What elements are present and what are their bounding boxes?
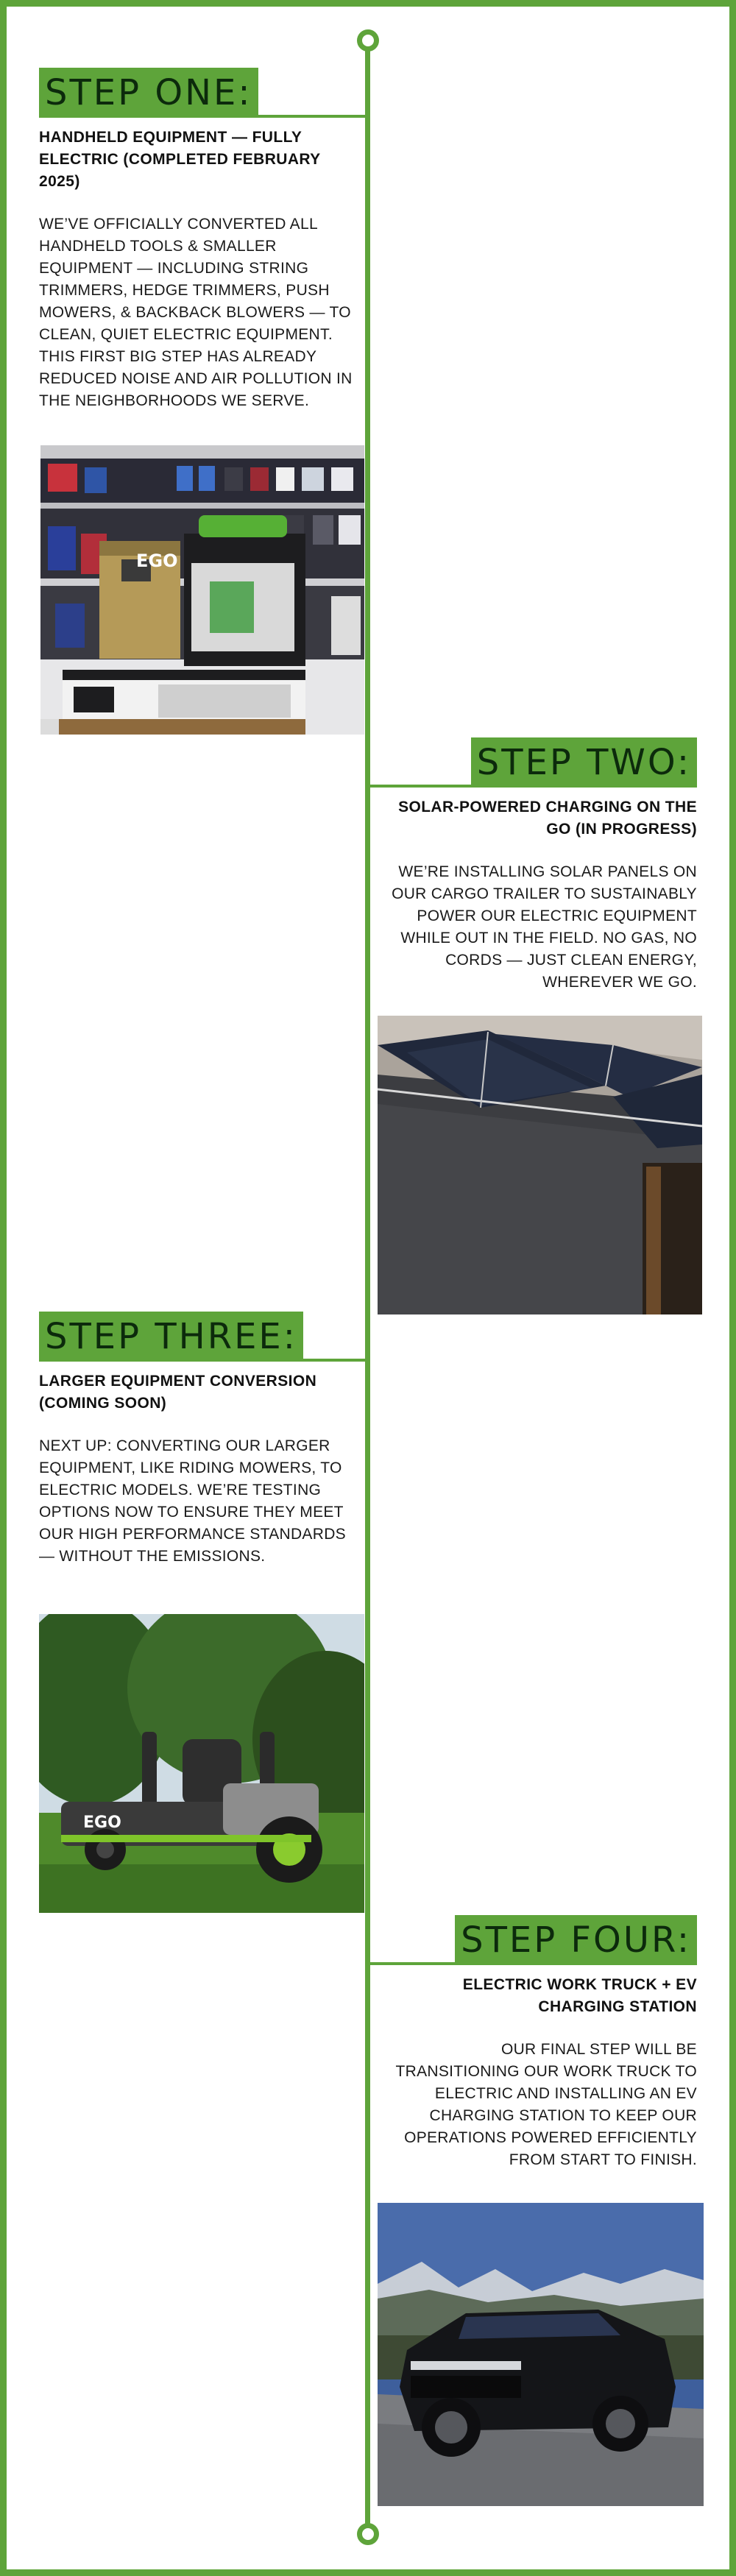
step-two-subtitle: SOLAR-POWERED CHARGING ON THE GO (IN PROGRESS) — [398, 799, 697, 838]
step-three-description: NEXT UP: CONVERTING OUR LARGER EQUIPMENT, LIKE RIDING MOWERS, TO ELECTRIC MODELS. WE’RE TESTING OPTIONS NOW TO ENSURE THEY MEET OUR HIGH PERFORMANCE STANDARDS — WITHOUT THE EMISSIONS. — [39, 1437, 346, 1565]
step-four-description: OUR FINAL STEP WILL BE TRANSITIONING OUR WORK TRUCK TO ELECTRIC AND INSTALLING AN EV CHARGING STATION TO KEEP OUR OPERATIONS POWERED EFFICIENTLY FROM START TO FINISH. — [395, 2041, 697, 2168]
step-two-connector — [366, 785, 697, 788]
step-one-photo-label: EGO — [136, 551, 178, 571]
timeline-start-node — [357, 29, 379, 52]
step-four-connector — [366, 1962, 697, 1965]
step-four-badge: STEP FOUR: — [455, 1915, 697, 1965]
step-one-subtitle: HANDHELD EQUIPMENT — FULLY ELECTRIC (COMPLETED FEBRUARY 2025) — [39, 129, 321, 190]
step-three-subtitle: LARGER EQUIPMENT CONVERSION (COMING SOON) — [39, 1373, 317, 1412]
step-one-connector — [39, 115, 370, 118]
step-three-photo-label: EGO — [83, 1814, 121, 1832]
step-four-photo — [378, 2203, 704, 2506]
step-three-header — [39, 1312, 363, 1362]
step-three-connector — [39, 1359, 370, 1362]
step-three-badge: STEP THREE: — [39, 1312, 303, 1362]
step-two — [373, 737, 697, 994]
step-two-description: WE’RE INSTALLING SOLAR PANELS ON OUR CARGO TRAILER TO SUSTAINABLY POWER OUR ELECTRIC EQUIPMENT WHILE OUT IN THE FIELD. NO GAS, NO CORDS — JUST CLEAN ENERGY, WHEREVER WE GO. — [392, 863, 697, 991]
step-one-photo — [40, 445, 364, 735]
step-one-header — [39, 68, 363, 118]
timeline-line — [365, 40, 370, 2534]
timeline-end-node — [357, 2523, 379, 2545]
step-two-header — [373, 737, 697, 788]
step-three — [39, 1312, 363, 1568]
step-one — [39, 68, 363, 412]
step-four-subtitle: ELECTRIC WORK TRUCK + EV CHARGING STATION — [462, 1976, 697, 2015]
step-two-badge: STEP TWO: — [471, 737, 697, 788]
step-three-photo — [39, 1614, 364, 1913]
step-two-photo — [378, 1016, 702, 1314]
step-four — [373, 1915, 697, 2171]
step-one-description: WE’VE OFFICIALLY CONVERTED ALL HANDHELD TOOLS & SMALLER EQUIPMENT — INCLUDING STRING TRIMMERS, HEDGE TRIMMERS, PUSH MOWERS, & BACKBACK BLOWERS — TO CLEAN, QUIET ELECTRIC EQUIPMENT. THIS FIRST BIG STEP HAS ALREADY REDUCED NOISE AND AIR POLLUTION IN THE NEIGHBORHOODS WE SERVE. — [39, 216, 353, 409]
step-one-badge: STEP ONE: — [39, 68, 258, 118]
step-four-header — [373, 1915, 697, 1965]
